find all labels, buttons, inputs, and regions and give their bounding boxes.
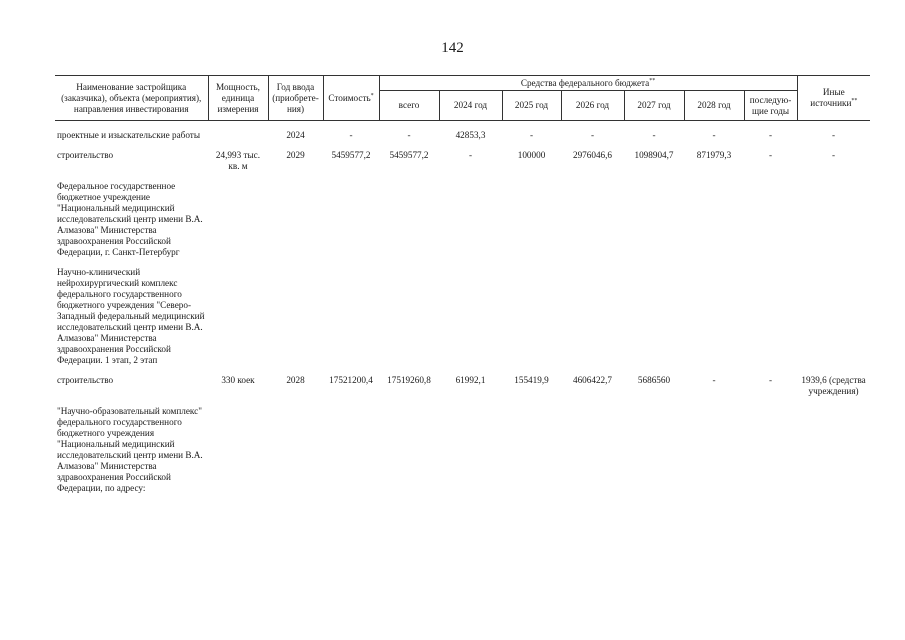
header-other-sources: Иные источники**: [797, 76, 870, 121]
row-name: строительство: [57, 150, 114, 160]
row-2024: 42853,3: [455, 130, 486, 140]
row-name: Федеральное государственное бюджетное учреждение "Национальный медицинский исследовательский центр имени В.А. Алмазова" Министерства здравоохранения Российской Федерации, г. Санкт-Петербург: [57, 181, 203, 257]
header-2024: 2024 год: [439, 91, 502, 121]
header-capacity: Мощность, единица измерения: [208, 76, 268, 121]
table-row: [55, 181, 870, 258]
header-federal-budget: Средства федерального бюджета**: [379, 76, 797, 91]
row-2028: -: [712, 375, 716, 385]
header-cost: Стоимость*: [323, 76, 379, 121]
row-capacity: 24,993 тыс. кв. м: [215, 150, 261, 171]
row-name: Научно-клинический нейрохирургический комплекс федерального государственного бюджетного учреждения "Северо-Западный федеральный медицинский исследовательский центр имени В.А. Алмазова" Министерства здравоохранения Российской Федерации. 1 этап, 2 этап: [57, 267, 205, 365]
row-2025: 155419,9: [514, 375, 549, 385]
investment-table: [55, 75, 870, 494]
table-row: [55, 267, 870, 366]
row-2027: -: [652, 130, 656, 140]
row-name: строительство: [57, 375, 114, 385]
header-year: Год ввода (приобрете-ния): [268, 76, 323, 121]
table-row: [55, 375, 870, 397]
row-later: -: [769, 375, 773, 385]
row-later: -: [769, 130, 773, 140]
row-other: 1939,6 (средства учреждения): [801, 375, 866, 396]
row-2024: 61992,1: [455, 375, 486, 385]
table-row: [55, 150, 870, 172]
header-2026: 2026 год: [561, 91, 624, 121]
row-cost: 17521200,4: [329, 375, 373, 385]
row-name: "Научно-образовательный комплекс" федерального государственного бюджетного учреждения "Национальный медицинский исследовательский центр имени В.А. Алмазова" Министерства здравоохранения Российской Федерации, по адресу:: [57, 406, 203, 493]
row-capacity: 330 коек: [221, 375, 255, 385]
row-other: -: [832, 150, 836, 160]
row-2026: -: [590, 130, 595, 140]
row-2027: 1098904,7: [634, 150, 674, 160]
table-row: [55, 406, 870, 494]
row-2025: -: [529, 130, 534, 140]
row-year: 2024: [286, 130, 305, 140]
page-number: 142: [441, 40, 464, 56]
header-2027: 2027 год: [624, 91, 684, 121]
row-later: -: [769, 150, 773, 160]
row-total: 17519260,8: [387, 375, 431, 385]
row-year: 2029: [286, 150, 305, 160]
row-2028: 871979,3: [696, 150, 732, 160]
row-cost: -: [349, 130, 353, 140]
row-name: проектные и изыскательские работы: [57, 130, 200, 140]
row-2028: -: [712, 130, 716, 140]
header-2025: 2025 год: [502, 91, 561, 121]
header-later-years: последую-щие годы: [744, 91, 797, 121]
row-2026: 4606422,7: [572, 375, 613, 385]
header-2028: 2028 год: [684, 91, 744, 121]
row-other: -: [832, 130, 836, 140]
row-2026: 2976046,6: [572, 150, 613, 160]
row-total: 5459577,2: [389, 150, 429, 160]
row-2027: 5686560: [637, 375, 671, 385]
row-2025: 100000: [517, 150, 546, 160]
header-name: Наименование застройщика (заказчика), объекта (мероприятия), направления инвестирования: [55, 76, 208, 121]
row-year: 2028: [286, 375, 305, 385]
table-row: [55, 130, 870, 141]
row-cost: 5459577,2: [331, 150, 371, 160]
row-2024: -: [468, 150, 473, 160]
header-total: всего: [379, 91, 439, 121]
row-capacity: [208, 130, 268, 141]
row-total: -: [407, 130, 411, 140]
